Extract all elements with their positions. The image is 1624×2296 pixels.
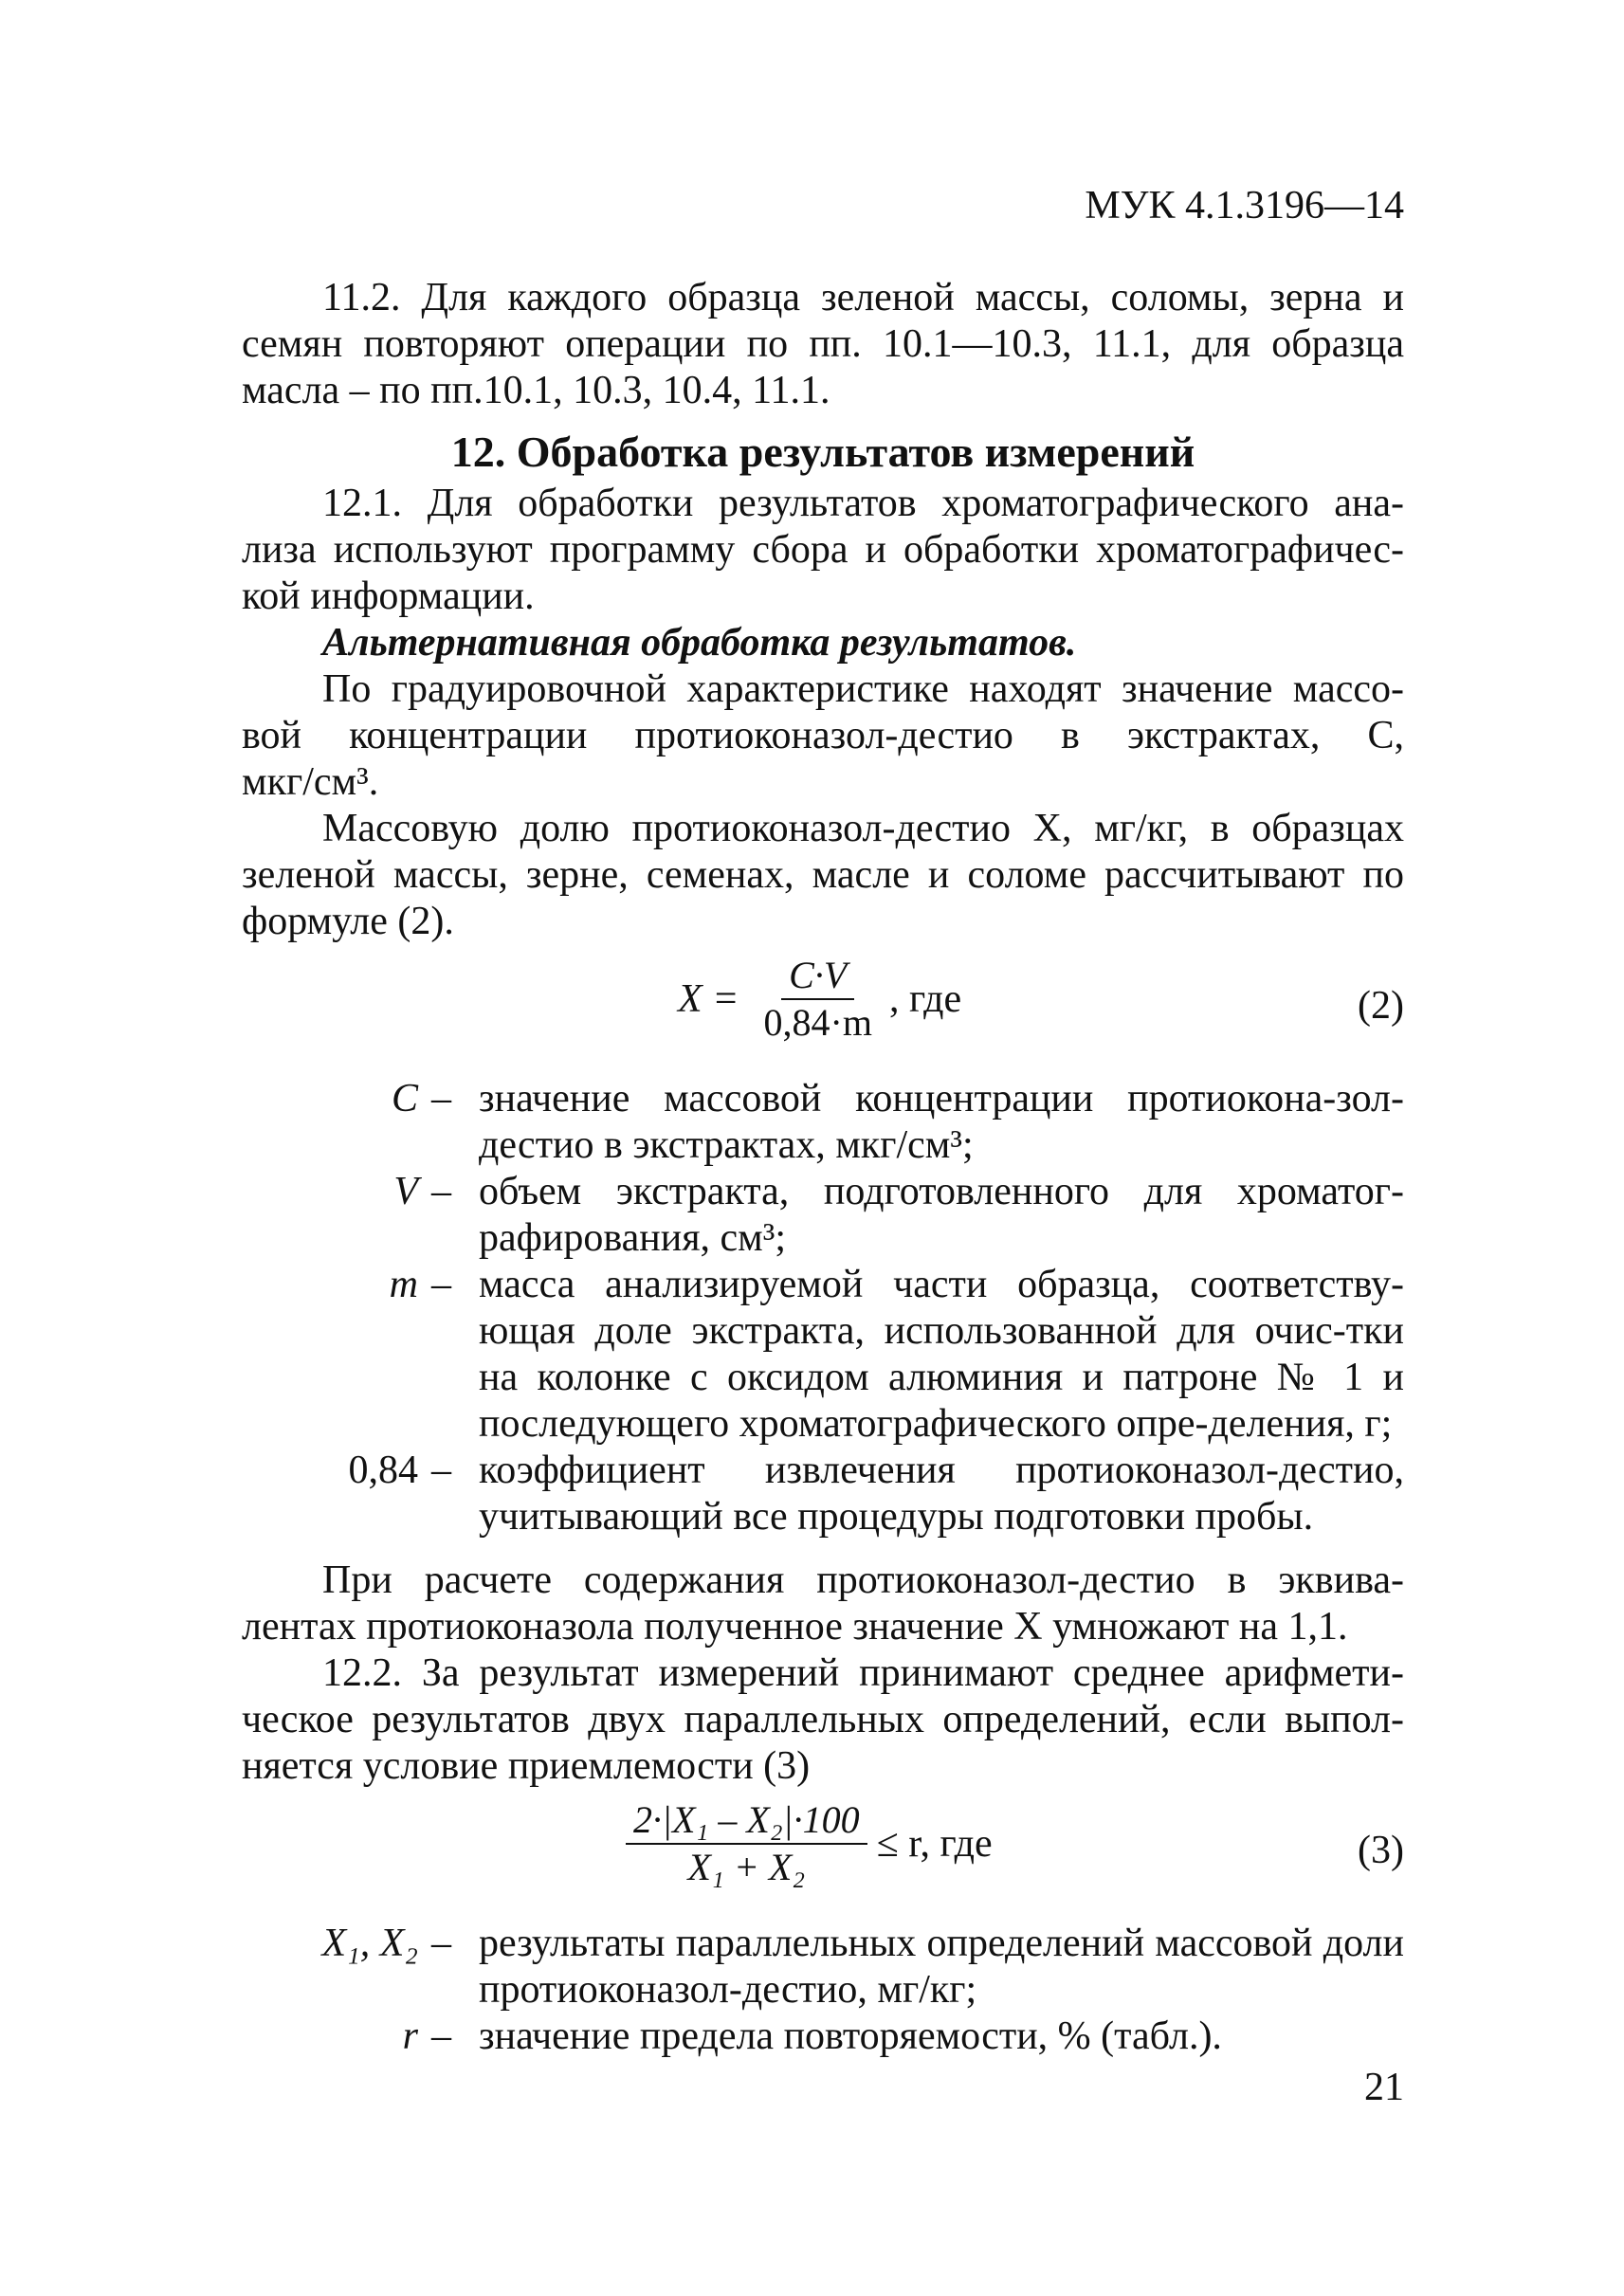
formula-suffix: , где [888,977,962,1021]
definition-row [242,1262,1404,1448]
formula-3-definitions [242,1921,1404,2060]
page-number: 21 [1364,2066,1404,2109]
section-heading: 12. Обработка результатов измерений [450,428,1195,476]
text-line: При расчете содержания протиоконазол-дестио в эквива- [322,1558,1404,1602]
definition-symbol: 0,84 [348,1449,418,1492]
page-content [242,275,1404,2069]
fraction-numerator: C·V [781,953,854,1000]
text-line: 12.2. За результат измерений принимают среднее арифмети- [322,1651,1404,1695]
paragraph-calibration [242,666,1404,806]
definition-dash: – [431,1077,451,1121]
paragraph-12-1 [242,481,1404,620]
definition-dash: – [431,1922,451,1965]
text-line: лентах протиоконазола полученное значение X умножают на 1,1. [242,1605,1348,1649]
formula-fraction [757,953,880,1046]
definition-text: масса анализируемой части образца, соответству-ющая доле экстракта, использованной для очис-тки на колонке с оксидом алюминия и патроне № 1 и последующего хроматографического опре-деления, г; [479,1263,1404,1446]
text-line: зеленой массы, зерне, семенах, масле и соломе рассчитывают по [242,853,1404,897]
formula-3-expression [616,1797,993,1890]
definition-text: объем экстракта, подготовленного для хроматог-рафирования, см³; [479,1170,1404,1260]
fraction-numerator: 2·|X₁ – X₂|·100 [626,1797,867,1845]
definition-dash: – [431,1449,451,1492]
definition-row [242,1076,1404,1169]
alternative-processing-heading: Альтернативная обработка результатов. [322,621,1077,665]
text-line: няется условие приемлемости (3) [242,1744,811,1788]
text-line: ческое результатов двух параллельных определений, если выпол- [242,1698,1404,1741]
definition-dash: – [431,1170,451,1213]
fraction-denominator: X₁ + X₂ [687,1846,806,1888]
definition-dash: – [431,1263,451,1306]
formula-fraction [626,1797,867,1890]
equation-number: (2) [1358,984,1404,1028]
definition-symbol: V [393,1170,418,1213]
definition-row [242,1169,1404,1262]
text-line: Массовую долю протиоконазол-дестио X, мг/кг, в образцах [322,807,1404,850]
definition-symbol: C [391,1077,418,1121]
paragraph-11-2 [242,275,1404,414]
definition-text: результаты параллельных определений массовой доли протиоконазол-дестио, мг/кг; [479,1922,1404,2012]
formula-lhs: X = [678,977,739,1021]
formula-3 [242,1797,1404,1911]
definition-symbol: r [402,2014,418,2058]
formula-2-definitions [242,1076,1404,1540]
definition-text: значение предела повторяемости, % (табл.). [479,2014,1222,2058]
definition-text: значение массовой концентрации протиокона-зол-дестио в экстрактах, мкг/см³; [479,1077,1404,1167]
text-line: вой концентрации протиоконазол-дестио в экстрактах, С, [242,714,1404,757]
paragraph-12-2 [242,1650,1404,1790]
document-code: МУК 4.1.3196—14 [1085,184,1404,228]
fraction-denominator: 0,84·m [763,1001,872,1044]
text-line: кой информации. [242,574,535,618]
equation-number: (3) [1358,1829,1404,1872]
text-line: 11.2. Для каждого образца зеленой массы, соломы, зерна и [322,276,1404,319]
paragraph-equivalent [242,1558,1404,1650]
definition-row [242,2014,1404,2060]
definition-text: коэффициент извлечения протиоконазол-дестио, учитывающий все процедуры подготовки пробы. [479,1449,1404,1539]
paragraph-mass-fraction [242,806,1404,945]
definition-symbol: X₁, X₂ [321,1922,418,1965]
text-line: 12.1. Для обработки результатов хроматографического ана- [322,482,1404,525]
text-line: формуле (2). [242,900,454,943]
text-line: лиза используют программу сбора и обработки хроматографичес- [242,528,1404,572]
text-line: мкг/см³. [242,760,379,804]
formula-2-expression [678,953,961,1046]
definition-row [242,1921,1404,2014]
definition-dash: – [431,2014,451,2058]
formula-2 [242,953,1404,1066]
text-line: семян повторяют операции по пп. 10.1—10.3, 11.1, для образца [242,322,1404,366]
text-line: По градуировочной характеристике находят значение массо- [322,667,1404,711]
definition-row [242,1448,1404,1540]
formula-suffix: ≤ r, где [876,1822,993,1866]
text-line: масла – по пп.10.1, 10.3, 10.4, 11.1. [242,369,830,412]
definition-symbol: m [389,1263,418,1306]
